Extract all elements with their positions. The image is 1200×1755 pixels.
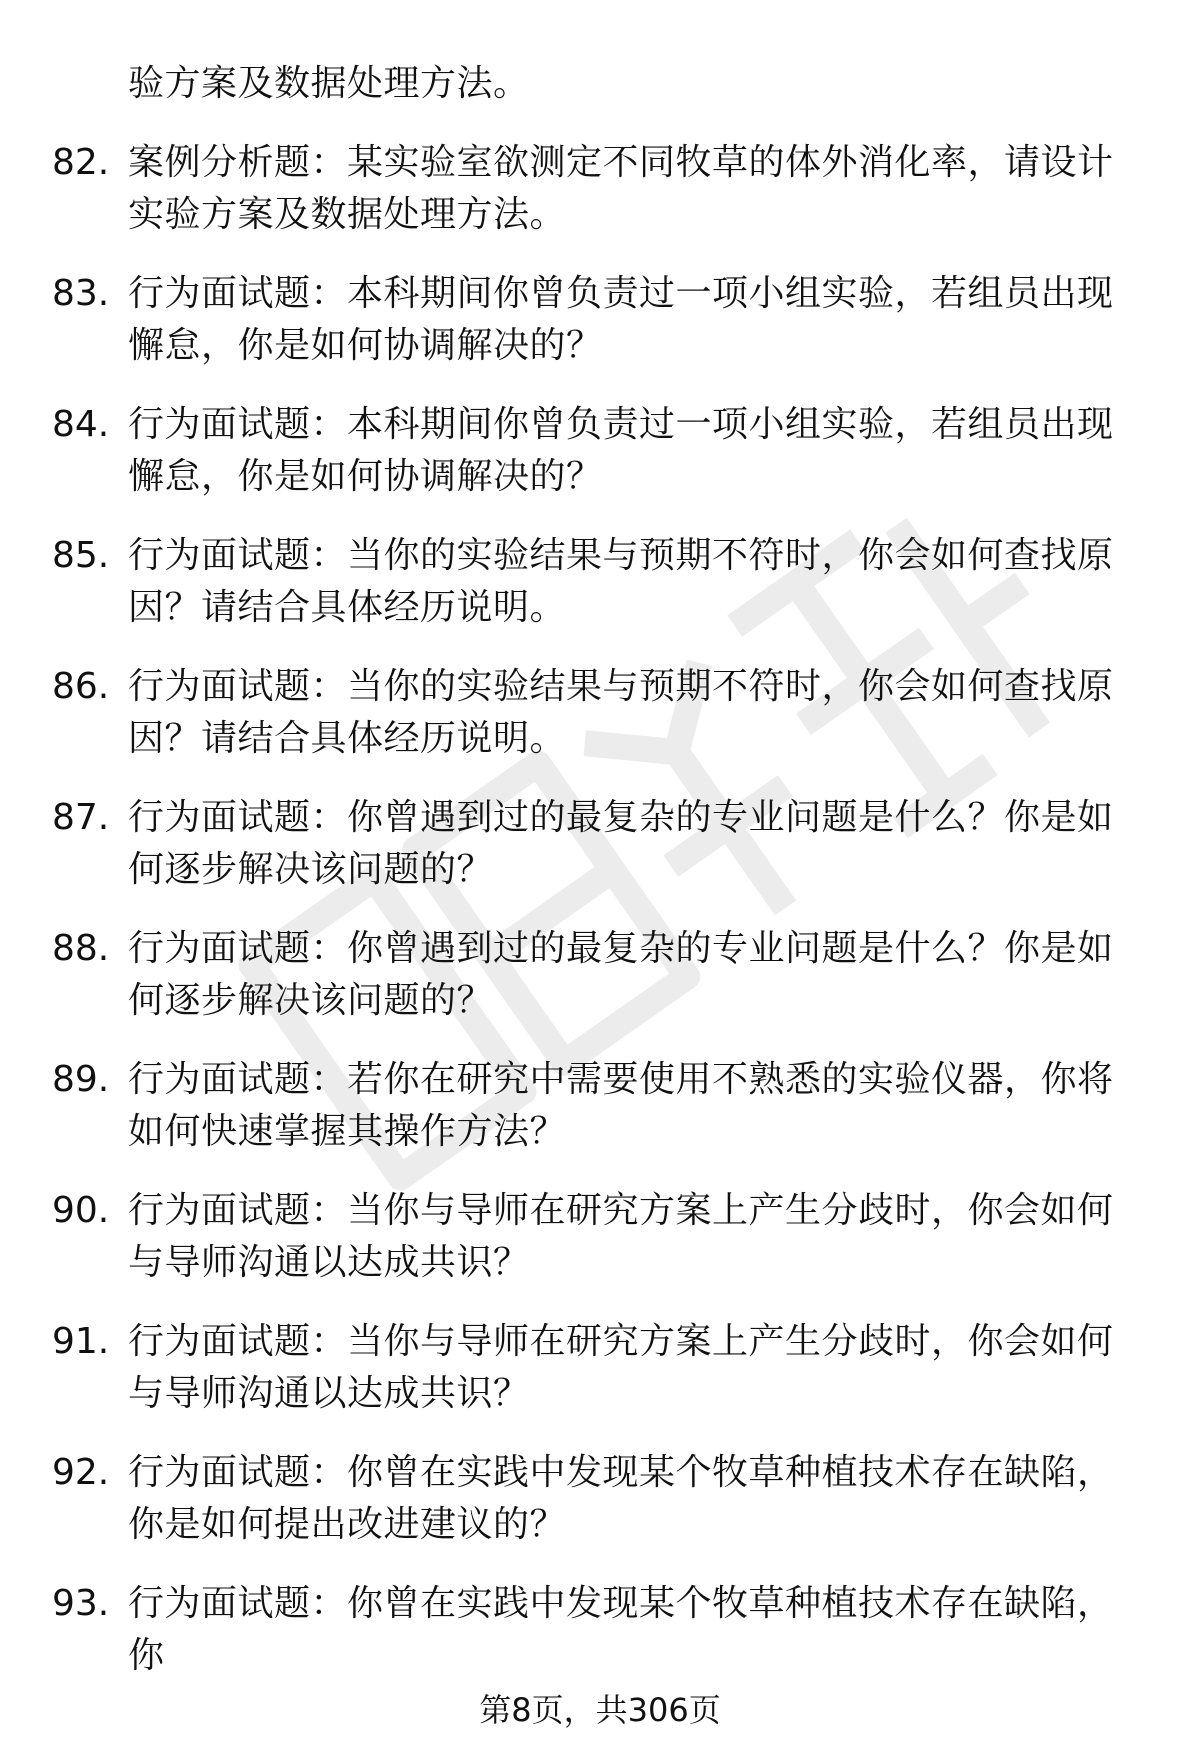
item-number: 88. — [52, 928, 110, 969]
item-text: 行为面试题：当你与导师在研究方案上产生分歧时，你会如何与导师沟通以达成共识？ — [128, 1190, 1114, 1283]
list-item — [52, 137, 1148, 241]
list-item — [52, 792, 1148, 896]
item-number: 93. — [52, 1583, 110, 1624]
item-text: 行为面试题：你曾在实践中发现某个牧草种植技术存在缺陷，你是如何提出改进建议的？ — [128, 1452, 1114, 1545]
list-item — [52, 268, 1148, 372]
item-text: 行为面试题：当你的实验结果与预期不符时，你会如何查找原因？请结合具体经历说明。 — [128, 666, 1114, 759]
list-item — [52, 661, 1148, 765]
item-number: 87. — [52, 797, 110, 838]
item-number: 89. — [52, 1059, 110, 1100]
item-text: 行为面试题：若你在研究中需要使用不熟悉的实验仪器，你将如何快速掌握其操作方法？ — [128, 1059, 1114, 1152]
item-text: 行为面试题：你曾在实践中发现某个牧草种植技术存在缺陷，你 — [128, 1583, 1114, 1676]
item-text: 行为面试题：当你的实验结果与预期不符时，你会如何查找原因？请结合具体经历说明。 — [128, 535, 1114, 628]
list-item — [52, 1316, 1148, 1420]
item-number: 86. — [52, 666, 110, 707]
item-number: 85. — [52, 535, 110, 576]
item-text: 行为面试题：你曾遇到过的最复杂的专业问题是什么？你是如何逐步解决该问题的？ — [128, 928, 1114, 1021]
list-item — [52, 1185, 1148, 1289]
continuation-text: 验方案及数据处理方法。 — [128, 63, 530, 104]
item-number: 83. — [52, 273, 110, 314]
item-text: 案例分析题：某实验室欲测定不同牧草的体外消化率，请设计实验方案及数据处理方法。 — [128, 142, 1114, 235]
item-number: 82. — [52, 142, 110, 183]
item-text: 行为面试题：本科期间你曾负责过一项小组实验，若组员出现懈怠，你是如何协调解决的？ — [128, 404, 1114, 497]
item-number: 90. — [52, 1190, 110, 1231]
list-item — [52, 923, 1148, 1027]
list-item — [52, 1054, 1148, 1158]
page-footer: 第8页，共306页 — [479, 1691, 721, 1729]
list-item — [52, 1578, 1148, 1682]
question-list — [52, 58, 1148, 1709]
item-number: 92. — [52, 1452, 110, 1493]
continuation-paragraph — [52, 58, 1148, 110]
item-number: 84. — [52, 404, 110, 445]
item-number: 91. — [52, 1321, 110, 1362]
list-item — [52, 399, 1148, 503]
item-text: 行为面试题：本科期间你曾负责过一项小组实验，若组员出现懈怠，你是如何协调解决的？ — [128, 273, 1114, 366]
list-item — [52, 530, 1148, 634]
item-text: 行为面试题：你曾遇到过的最复杂的专业问题是什么？你是如何逐步解决该问题的？ — [128, 797, 1114, 890]
list-item — [52, 1447, 1148, 1551]
item-text: 行为面试题：当你与导师在研究方案上产生分歧时，你会如何与导师沟通以达成共识？ — [128, 1321, 1114, 1414]
